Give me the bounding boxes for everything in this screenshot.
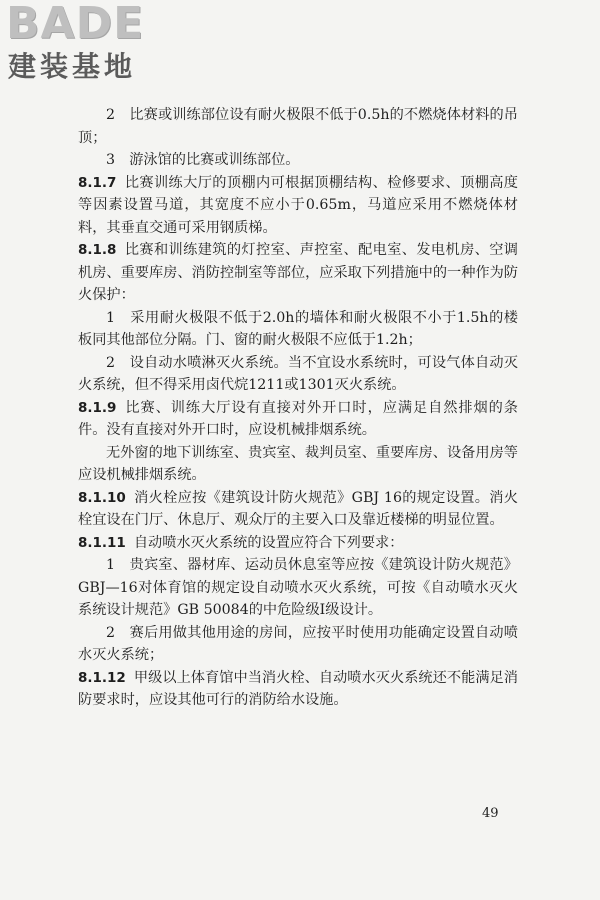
paragraph-item-2-post-game: 2 赛后用做其他用途的房间，应按平时使用功能确定设置自动喷水灭火系统； [78, 624, 518, 663]
logo-wordmark: BADE [6, 0, 145, 49]
clause-number: 8.1.9 [78, 399, 117, 416]
clause-text: 自动喷水灭火系统的设置应符合下列要求： [133, 534, 404, 551]
clause-number: 8.1.11 [78, 534, 126, 551]
clause-8-1-8 [78, 239, 518, 307]
clause-text: 比赛训练大厅的顶棚内可根据顶棚结构、检修要求、顶棚高度等因素设置马道，其宽度不应小于0.65m，马道应采用不燃烧体材料，其垂直交通可采用钢质梯。 [78, 174, 518, 236]
clause-text: 比赛和训练建筑的灯控室、声控室、配电室、发电机房、空调机房、重要库房、消防控制室等部位，应采取下列措施中的一种作为防火保护： [78, 242, 518, 303]
clause-number: 8.1.7 [78, 174, 117, 191]
paragraph-item-1-fire-walls: 1 采用耐火极限不低于2.0h的墙体和耐火极限不小于1.5h的楼板同其他部位分隔。门、窗的耐火极限不应低于1.2h； [78, 309, 518, 348]
paragraph-item-2-ceiling: 2 比赛或训练部位设有耐火极限不低于0.5h的不燃烧体材料的吊顶； [78, 107, 518, 146]
clause-text: 消火栓应按《建筑设计防火规范》GBJ 16的规定设置。消火栓宜设在门厅、休息厅、观众厅的主要入口及靠近楼梯的明显位置。 [78, 489, 518, 528]
paragraph-smoke-exhaust: 无外窗的地下训练室、贵宾室、裁判员室、重要库房、设备用房等应设机械排烟系统。 [78, 444, 518, 483]
bade-logo [6, 2, 176, 86]
document-body [78, 104, 518, 712]
clause-8-1-11 [78, 532, 518, 555]
clause-8-1-7 [78, 172, 518, 240]
clause-8-1-12 [78, 667, 518, 712]
clause-number: 8.1.10 [78, 489, 126, 506]
clause-8-1-9 [78, 397, 518, 442]
clause-number: 8.1.8 [78, 242, 117, 258]
clause-text: 甲级以上体育馆中当消火栓、自动喷水灭火系统还不能满足消防要求时，应设其他可行的消防给水设施。 [78, 669, 518, 708]
paragraph-item-1-vip-rooms: 1 贵宾室、器材库、运动员休息室等应按《建筑设计防火规范》GBJ—16对体育馆的规定设自动喷水灭火系统，可按《自动喷水灭火系统设计规范》GB 50084的中危险级Ⅰ级设计。 [78, 557, 518, 618]
paragraph-item-3-pool: 3 游泳馆的比赛或训练部位。 [106, 152, 300, 168]
logo-subtitle: 建装基地 [8, 50, 137, 83]
clause-text: 比赛、训练大厅设有直接对外开口时，应满足自然排烟的条件。没有直接对外开口时，应设机械排烟系统。 [78, 399, 518, 438]
clause-number: 8.1.12 [78, 669, 126, 686]
page-number: 49 [482, 806, 499, 821]
paragraph-item-2-sprinkler: 2 设自动水喷淋灭火系统。当不宜设水系统时，可设气体自动灭火系统，但不得采用卤代烷1211或1301灭火系统。 [78, 354, 518, 393]
clause-8-1-10 [78, 487, 518, 532]
